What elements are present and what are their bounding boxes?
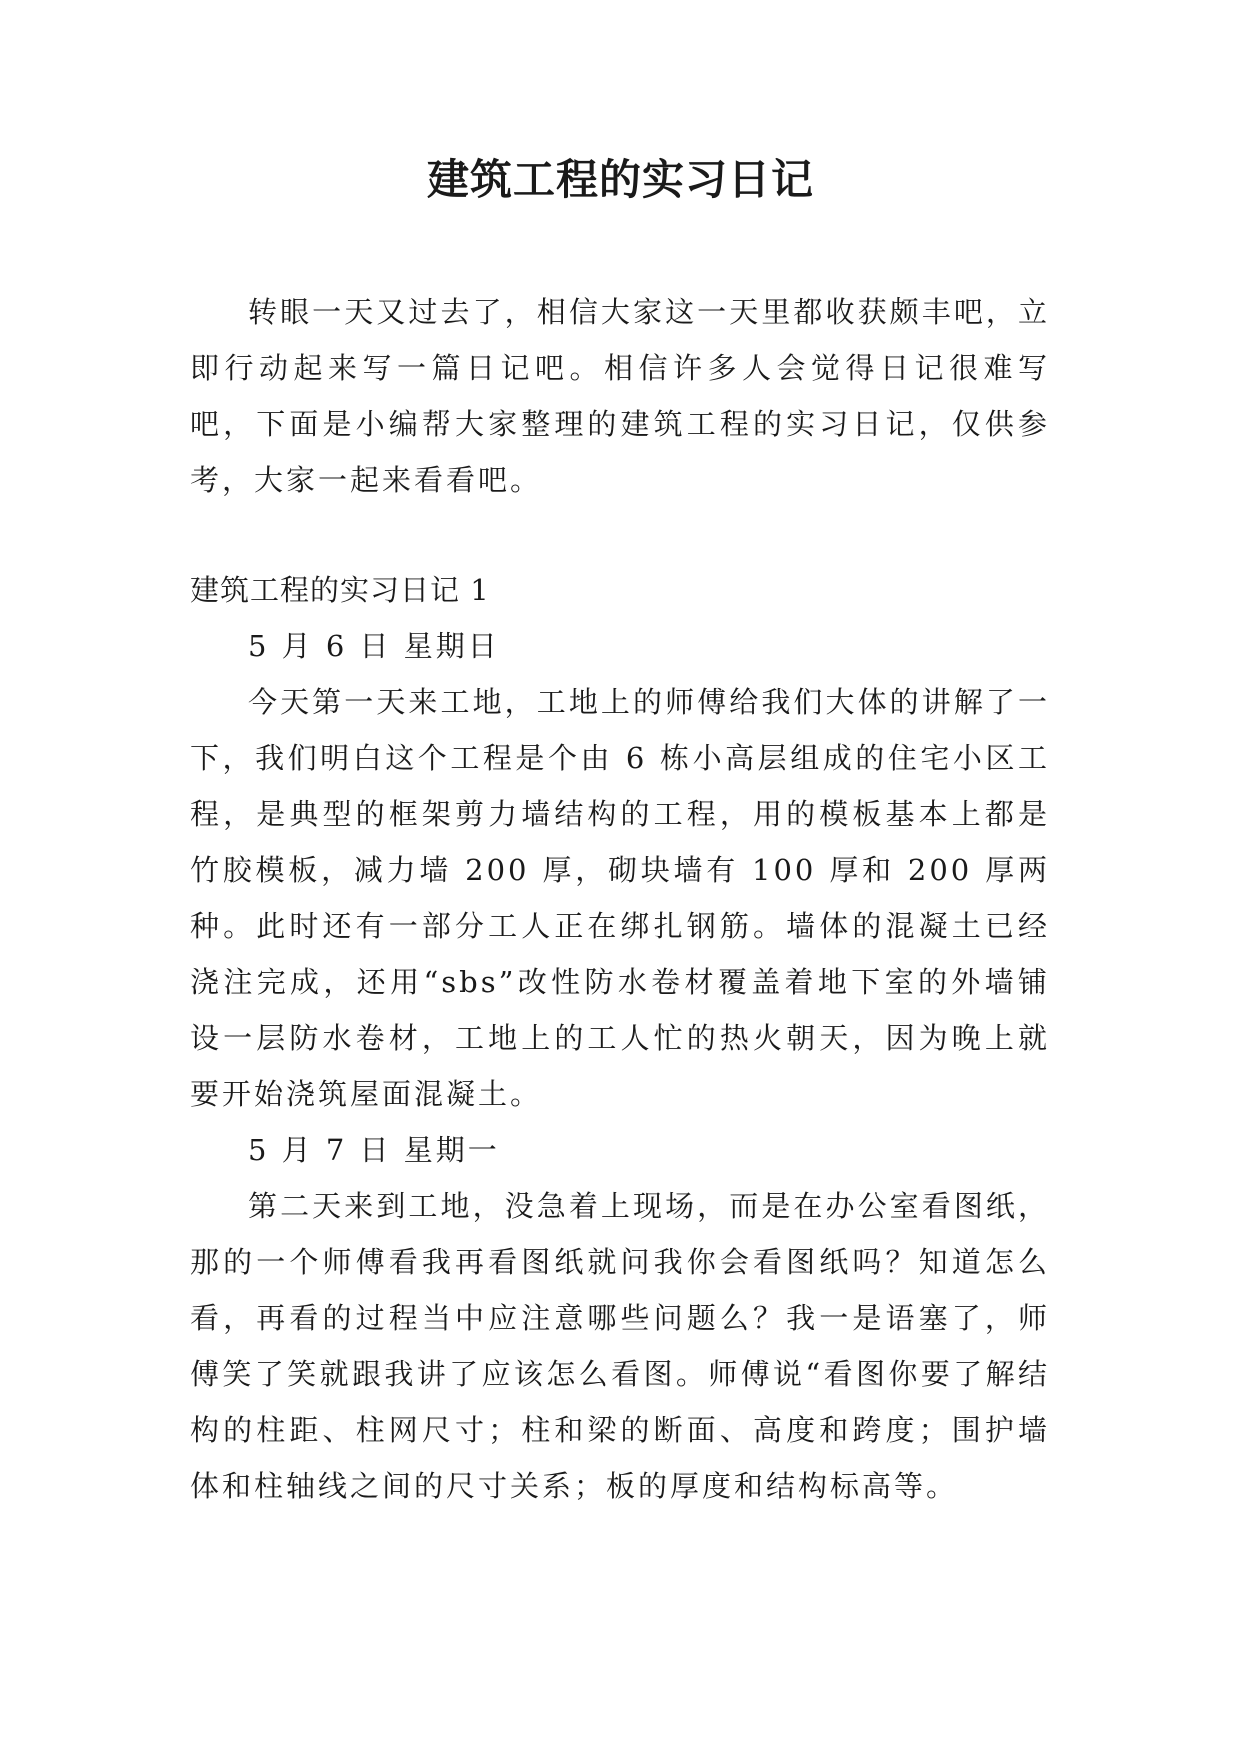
entry-text-2: 第二天来到工地，没急着上现场，而是在办公室看图纸，那的一个师傅看我再看图纸就问我你会看图纸吗？知道怎么看，再看的过程当中应注意哪些问题么？我一是语塞了，师傅笑了笑就跟我讲了应该怎么看图。师傅说“看图你要了解结构的柱距、柱网尺寸；柱和梁的断面、高度和跨度；围护墙体和柱轴线之间的尺寸关系；板的厚度和结构标高等。: [190, 1189, 1050, 1503]
section-heading: 建筑工程的实习日记 1: [190, 573, 490, 607]
entry-date-2: 5 月 7 日 星期一: [248, 1133, 500, 1167]
document-title: 建筑工程的实习日记: [426, 155, 814, 204]
document-body: [190, 284, 1050, 1514]
entry-date-1: 5 月 6 日 星期日: [248, 629, 500, 663]
entry-text-1: 今天第一天来工地，工地上的师傅给我们大体的讲解了一下，我们明白这个工程是个由 6 栋小高层组成的住宅小区工程，是典型的框架剪力墙结构的工程，用的模板基本上都是竹胶模板，减力墙 200 厚，砌块墙有 100 厚和 200 厚两种。此时还有一部分工人正在绑扎钢筋。墙体的混凝土已经浇注完成，还用“sbs”改性防水卷材覆盖着地下室的外墙铺设一层防水卷材，工地上的工人忙的热火朝天，因为晚上就要开始浇筑屋面混凝土。: [190, 685, 1050, 1111]
intro-paragraph: 转眼一天又过去了，相信大家这一天里都收获颇丰吧，立即行动起来写一篇日记吧。相信许多人会觉得日记很难写吧，下面是小编帮大家整理的建筑工程的实习日记，仅供参考，大家一起来看看吧。: [190, 295, 1050, 497]
